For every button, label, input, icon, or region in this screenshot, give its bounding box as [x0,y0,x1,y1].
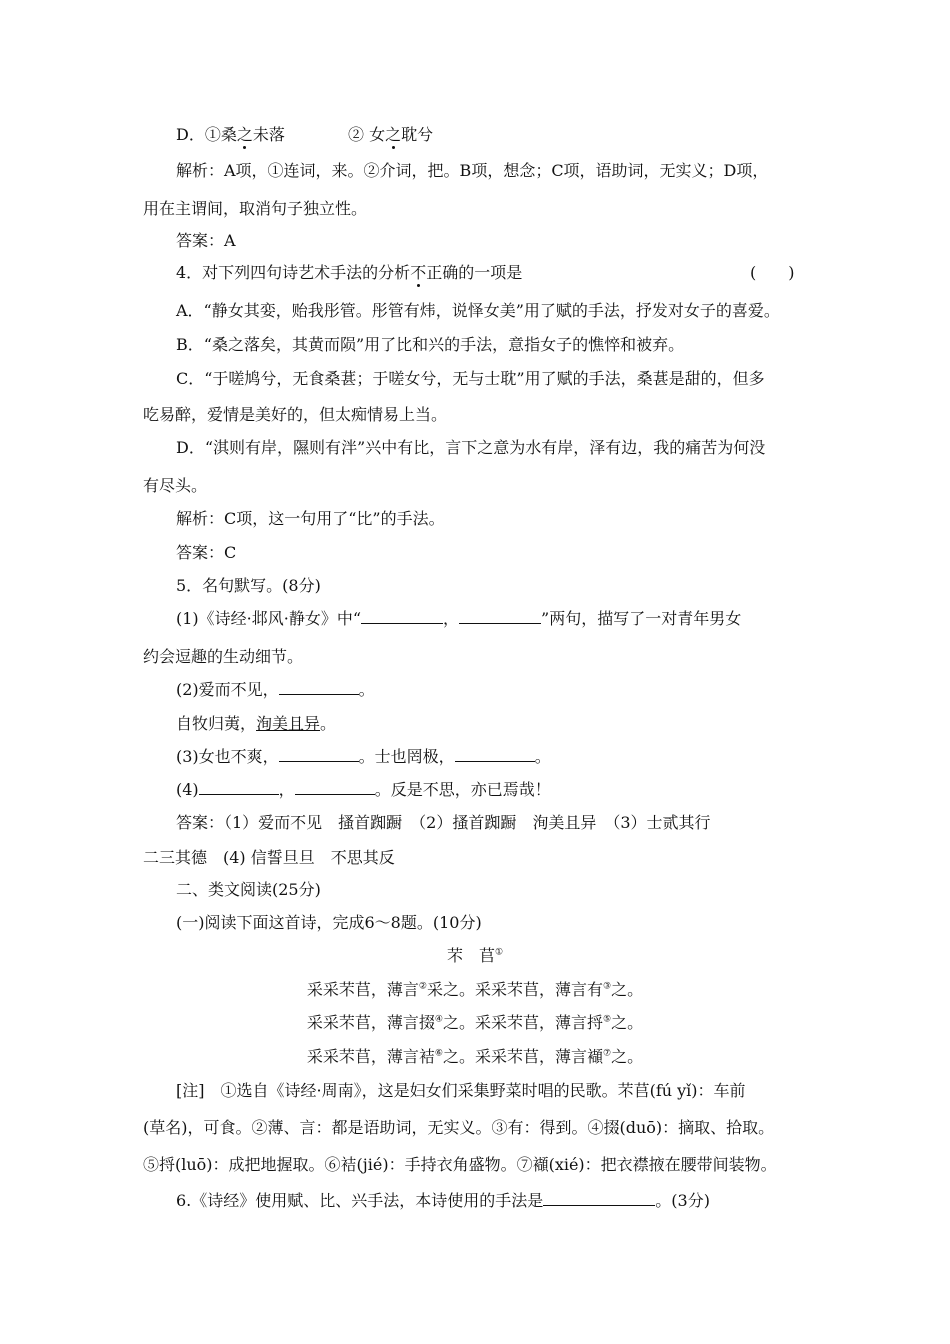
q3-answer: 答案：A [176,231,236,250]
q4-option-c-line2: 吃易醉，爱情是美好的，但太痴情易上当。 [143,405,448,424]
q4-answer: 答案：C [176,543,237,562]
notes-line1: [注] ①选自《诗经·周南》，这是妇女们采集野菜时唱的民歌。芣苢(fú yǐ)：车前 [176,1081,746,1100]
emphasis-dot-char: 之 [236,125,253,144]
q5-part4 [176,779,551,801]
poem-text: 之。采采芣苢，薄言捋 [442,1013,603,1032]
section-subtitle: (一)阅读下面这首诗，完成6～8题。(10分) [176,913,482,932]
q4-option-b: B．“桑之落矣，其黄而陨”用了比和兴的手法，意指女子的憔悴和被弃。 [176,335,685,354]
poem-title [0,945,950,967]
q5-part2 [176,679,375,701]
q4-stem-text: 4．对下列四句诗艺术手法的分析 [176,263,411,282]
q5-part3 [176,746,551,768]
note-marker: ⑥ [434,1048,443,1059]
q3-option-d [176,124,434,146]
q5-part3-end: 。 [534,747,551,766]
poem-line-3 [0,1046,950,1068]
q3-option-d-label2: ② 女 [348,125,386,144]
q4-option-c-line1: C．“于嗟鸠兮，无食桑葚；于嗟女兮，无与士耽”用了赋的手法，桑葚是甜的，但多 [176,369,765,388]
q5-part4-sep: ， [278,780,295,799]
emphasis-dot-char: 之 [385,125,402,144]
fill-blank[interactable] [295,779,375,795]
poem-text: 采采芣苢，薄言袺 [306,1047,435,1066]
q4-stem [176,262,816,284]
note-marker: ⑦ [603,1048,612,1059]
q5-part2-line2 [176,713,336,735]
poem-line-1 [0,979,950,1001]
q4-option-a: A．“静女其娈，贻我彤管。彤管有炜，说怿女美”用了赋的手法，抒发对女子的喜爱。 [176,301,780,320]
note-marker: ③ [603,981,612,992]
q5-part2-line2-end: 。 [320,714,337,733]
q6-stem-text: 6.《诗经》使用赋、比、兴手法，本诗使用的手法是 [176,1191,544,1210]
q5-part1-text: (1)《诗经·邶风·静女》中“ [176,609,362,628]
q4-option-d-line2: 有尽头。 [143,476,208,495]
emphasis-dot-char: 不 [410,263,427,282]
q4-answer-bracket: ( ) [750,263,795,282]
q5-part1-sep: ， [443,609,460,628]
q3-option-d-text1: 未落 [252,125,285,144]
q5-part1-line2: 约会逗趣的生动细节。 [143,647,304,666]
fill-blank[interactable] [279,746,359,762]
q5-stem: 5．名句默写。(8分) [176,576,321,595]
note-marker: ④ [434,1014,443,1025]
q5-part2-text: (2)爱而不见， [176,680,279,699]
q3-analysis-line1: 解析：A项，①连词，来。②介词，把。B项，想念；C项，语助词，无实义；D项， [176,161,769,180]
q5-part1-text2: ”两句，描写了一对青年男女 [541,609,742,628]
q6-stem [176,1190,710,1212]
notes-line3: ⑤捋(luō)：成把地握取。⑥袺(jié)：手持衣角盛物。⑦襭(xié)：把衣襟掖在腰带间装物。 [143,1155,777,1174]
q3-analysis-line2: 用在主谓间，取消句子独立性。 [143,199,368,218]
fill-blank[interactable] [459,608,541,624]
section-title: 二、类文阅读(25分) [176,880,321,899]
poem-text: 之。 [611,1013,644,1032]
q5-answer-line2: 二三其德 (4) 信誓旦旦 不思其反 [143,848,395,867]
notes-line2: (草名)，可食。②薄、言：都是语助词，无实义。③有：得到。④掇(duō)：摘取、拾取。 [143,1118,775,1137]
fill-blank[interactable] [455,746,535,762]
fill-blank[interactable] [543,1190,655,1206]
q6-stem-end: 。(3分) [655,1191,710,1210]
note-marker: ② [418,981,427,992]
poem-line-2 [0,1012,950,1034]
q4-stem-text2: 正确的一项是 [426,263,523,282]
poem-text: 采采芣苢，薄言 [306,980,419,999]
poem-text: 之。采采芣苢，薄言襭 [442,1047,603,1066]
q5-part2-line2-text: 自牧归荑， [176,714,257,733]
fill-blank[interactable] [279,679,359,695]
note-marker: ① [494,947,504,958]
q5-part2-end: 。 [358,680,375,699]
q5-part4-label: (4) [176,780,199,799]
poem-title-text: 芣 苢 [446,946,495,965]
q5-answer-line1: 答案：（1）爱而不见 搔首踟蹰 （2）搔首踟蹰 洵美且异 （3）士贰其行 [176,813,711,832]
fill-blank[interactable] [361,608,443,624]
q5-part3-text2: 。士也罔极， [358,747,455,766]
q5-part3-text: (3)女也不爽， [176,747,279,766]
q5-part4-text: 。反是不思，亦已焉哉！ [374,780,551,799]
q3-option-d-text2: 耽兮 [401,125,434,144]
poem-text: 采之。采采芣苢，薄言有 [426,980,603,999]
q3-option-d-label: D．①桑 [176,125,237,144]
q5-part1 [176,608,741,630]
underlined-phrase: 洵美且异 [256,714,321,733]
q3-option-d-part2 [348,124,433,146]
fill-blank[interactable] [199,779,279,795]
q4-option-d-line1: D．“淇则有岸，隰则有泮”兴中有比，言下之意为水有岸，泽有边，我的痛苦为何没 [176,438,766,457]
poem-text: 采采芣苢，薄言掇 [306,1013,435,1032]
poem-text: 之。 [611,980,644,999]
poem-text: 之。 [611,1047,644,1066]
q4-analysis: 解析：C项，这一句用了“比”的手法。 [176,509,445,528]
note-marker: ⑤ [603,1014,612,1025]
